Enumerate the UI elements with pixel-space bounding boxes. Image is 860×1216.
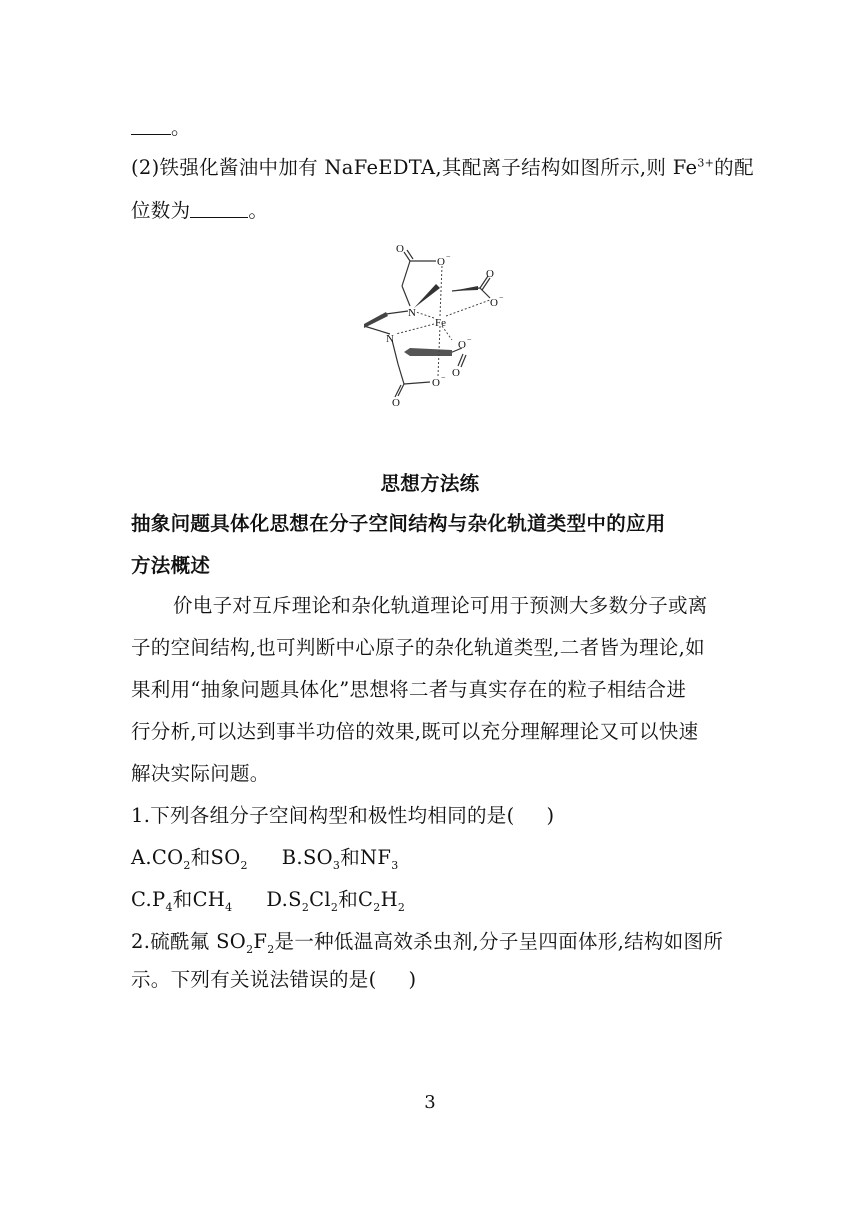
q2-line-1 [131, 156, 770, 180]
answer-blank [190, 201, 248, 218]
answer-blank [131, 118, 171, 135]
atom-fe: Fe [435, 317, 446, 329]
overview-line: 果利用“抽象问题具体化”思想将二者与真实存在的粒子相结合进 [131, 678, 687, 701]
charge-minus: − [446, 252, 451, 261]
q2b-text: 2.硫酰氟 SO [131, 930, 247, 953]
q2b-text-tail: 是一种低温高效杀虫剂,分子呈四面体形,结构如图所 [274, 930, 724, 953]
option-label: B. [281, 846, 303, 869]
formula: H [380, 888, 398, 911]
q2-text-tail: 的配 [714, 156, 754, 179]
page-number: 3 [424, 1092, 436, 1113]
subscript: 2 [246, 942, 254, 956]
overview-line: 行分析,可以达到事半功倍的效果,既可以充分理解理论又可以快速 [131, 720, 699, 743]
and-text: 和 [338, 888, 359, 911]
q1-stem-text: 1.下列各组分子空间构型和极性均相同的是( [131, 804, 515, 827]
subscript: 3 [332, 858, 341, 872]
q1-options-ab [131, 846, 770, 870]
subscript: 2 [301, 900, 310, 914]
q1-stem [131, 804, 770, 828]
atom-o-minus: O [490, 297, 498, 309]
formula: C [358, 888, 374, 911]
q2-line2-text: 位数为 [131, 199, 191, 222]
q2-text: (2)铁强化酱油中加有 NaFeEDTA,其配离子结构如图所示,则 Fe [131, 156, 698, 179]
formula: F [253, 930, 268, 953]
formula: NF [360, 846, 392, 869]
subscript: 2 [330, 900, 339, 914]
section-subtitle: 抽象问题具体化思想在分子空间结构与杂化轨道类型中的应用 [131, 512, 666, 535]
wedge-bond [364, 312, 388, 328]
atom-o: O [452, 367, 460, 379]
formula: S [288, 888, 302, 911]
subscript: 4 [165, 900, 173, 914]
formula: P [152, 888, 166, 911]
option-label: A. [131, 846, 152, 869]
q1-options-cd [131, 888, 770, 912]
charge-minus: − [441, 373, 446, 382]
option-b[interactable] [281, 846, 399, 872]
q2b-line-1 [131, 930, 770, 954]
atom-o-minus: O [432, 377, 440, 389]
and-text: 和 [190, 846, 211, 869]
subscript: 2 [240, 858, 248, 872]
option-a[interactable] [131, 846, 248, 872]
atom-o-minus: O [437, 256, 445, 268]
atom-o-minus: O [458, 339, 466, 351]
subscript: 3 [391, 858, 399, 872]
q2b-line-2 [131, 968, 770, 992]
option-d[interactable] [266, 888, 406, 914]
subscript: 2 [397, 900, 406, 914]
wedge-bond [404, 348, 452, 356]
and-text: 和 [172, 888, 193, 911]
overview-line: 价电子对互斥理论和杂化轨道理论可用于预测大多数分子或离 [173, 594, 708, 617]
fe-edta-structure-figure [340, 236, 520, 412]
period: 。 [248, 199, 269, 222]
formula: CH [192, 888, 226, 911]
formula: CO [151, 846, 184, 869]
charge-minus: − [499, 293, 504, 302]
formula: SO [210, 846, 241, 869]
overview-line: 子的空间结构,也可判断中心原子的杂化轨道类型,二者皆为理论,如 [131, 636, 705, 659]
close-paren: ) [408, 968, 417, 991]
atom-o: O [486, 268, 494, 280]
subscript: 2 [183, 858, 191, 872]
subscript: 4 [225, 900, 233, 914]
prev-answer-line [131, 116, 770, 140]
period: 。 [171, 116, 191, 139]
option-label: D. [266, 888, 289, 911]
overview-heading: 方法概述 [131, 554, 211, 577]
subscript: 2 [373, 900, 381, 914]
fe-charge: 3+ [697, 156, 715, 170]
atom-n: N [408, 307, 416, 319]
option-c[interactable] [131, 888, 233, 914]
formula: Cl [309, 888, 331, 911]
option-label: C. [131, 888, 153, 911]
q2b-line2-text: 示。下列有关说法错误的是( [131, 968, 377, 991]
atom-n: N [386, 333, 394, 345]
section-title: 思想方法练 [380, 472, 480, 495]
atom-o: O [392, 397, 400, 409]
q2-line-2 [131, 199, 770, 223]
charge-minus: − [467, 335, 472, 344]
overview-line: 解决实际问题。 [131, 762, 270, 785]
subscript: 2 [267, 942, 275, 956]
and-text: 和 [340, 846, 361, 869]
wedge-bond [414, 284, 440, 308]
close-paren: ) [546, 804, 555, 827]
atom-o: O [396, 243, 404, 255]
formula: SO [302, 846, 333, 869]
